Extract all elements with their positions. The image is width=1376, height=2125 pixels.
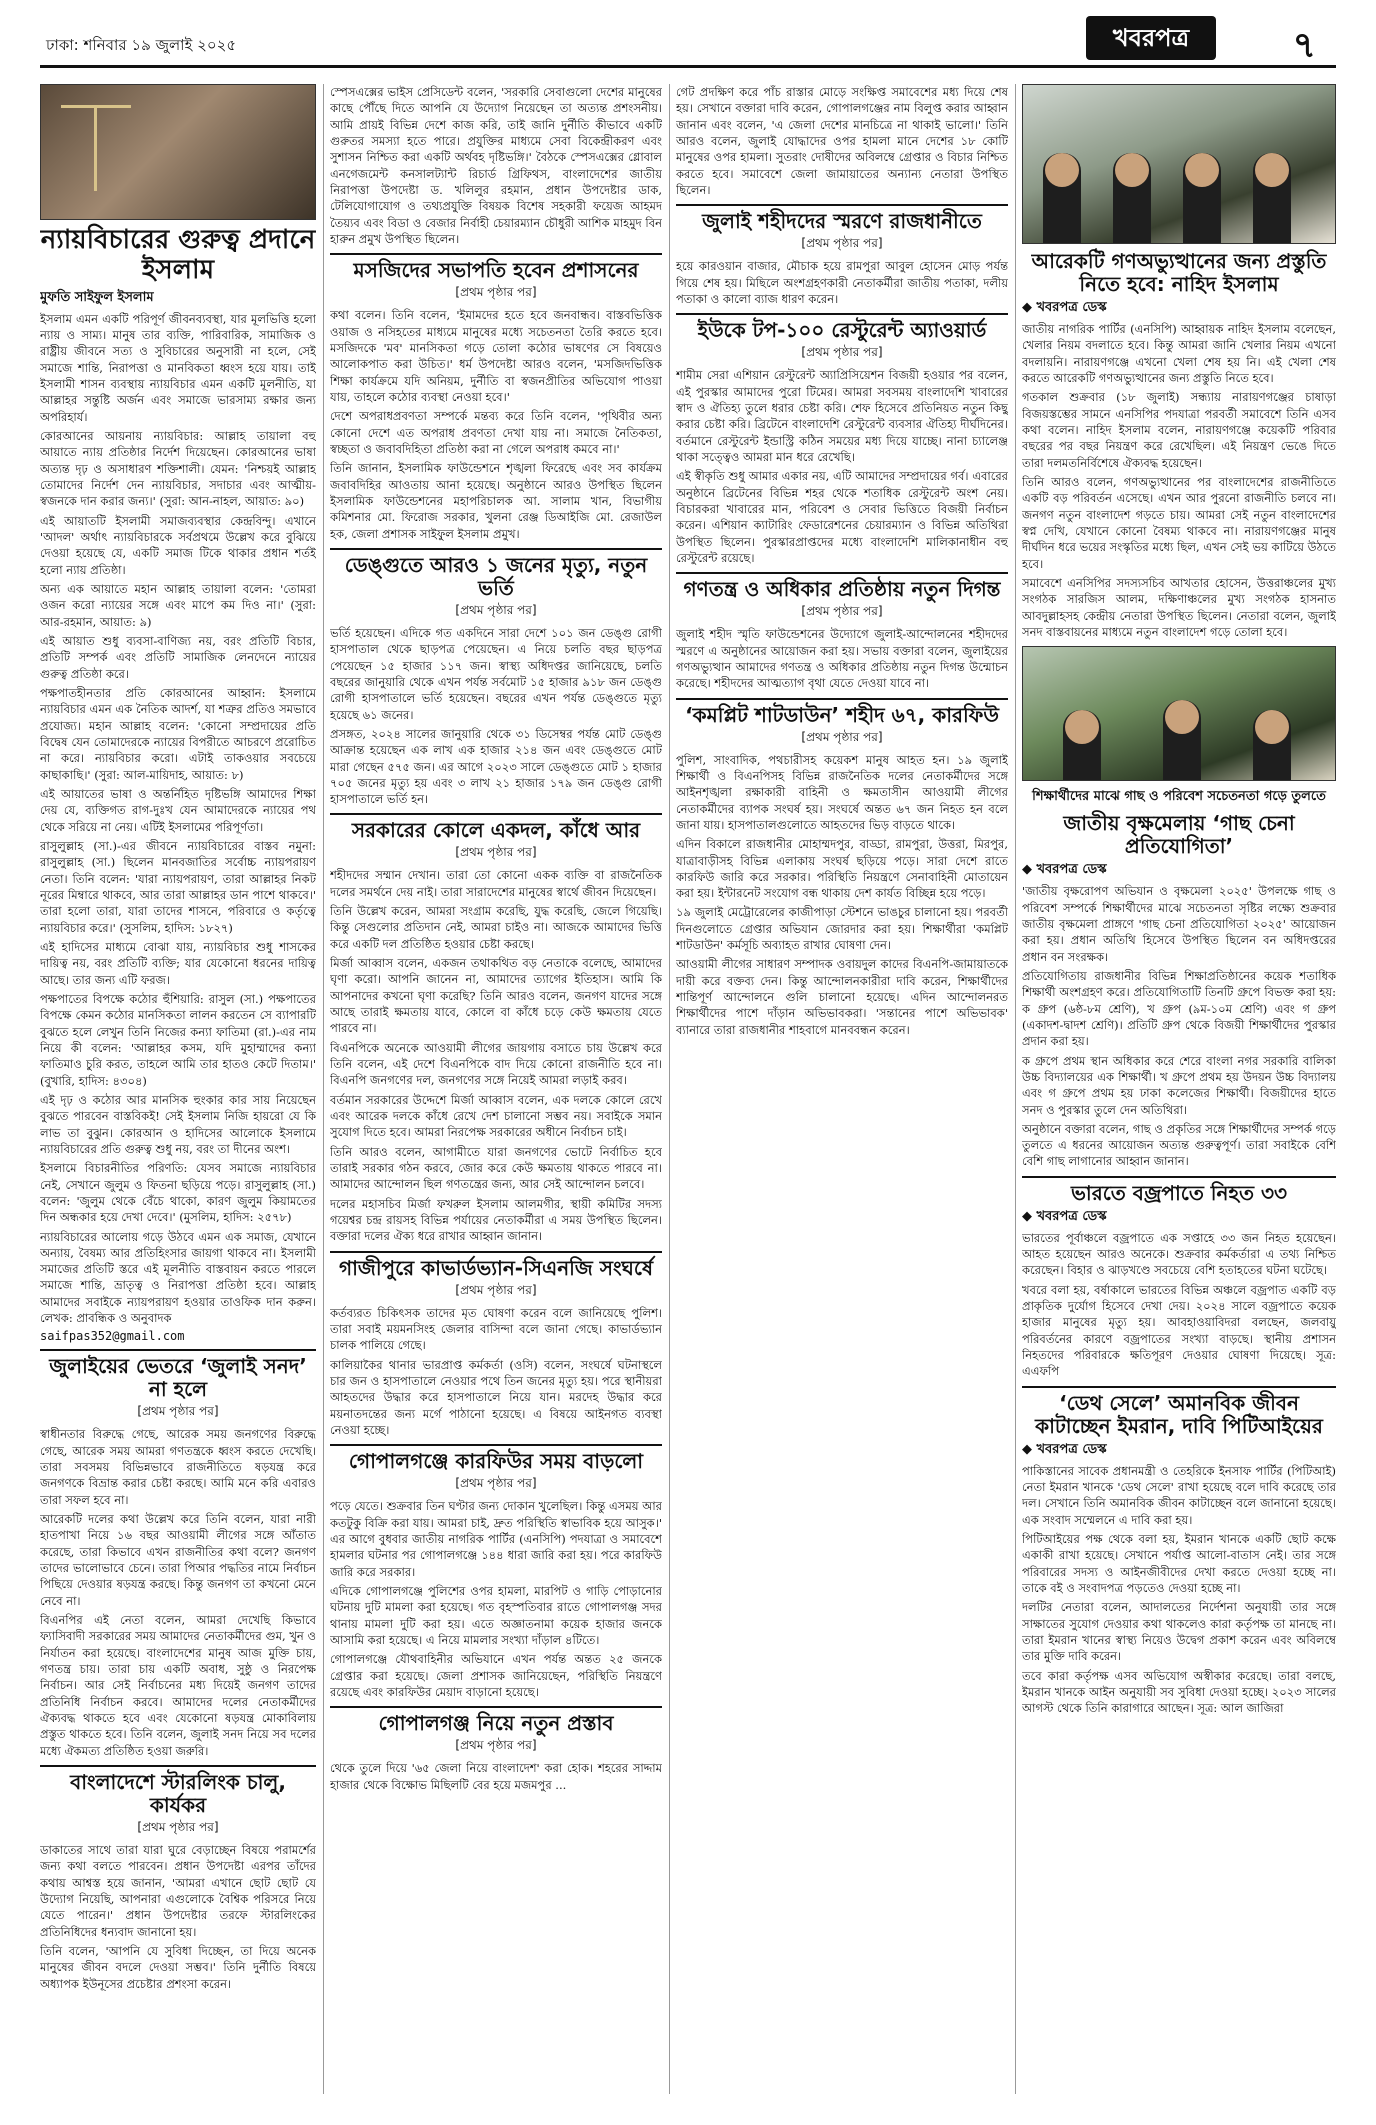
paragraph: কথা বলেন। তিনি বলেন, 'ইমামদের হতে হবে জনবান্ধব। বাস্তবভিত্তিক ওয়াজ ও নসিহতের মাধ্যমে মানুষের মধ্যে সচেতনতা তৈরি করতে হবে। মসজিদকে 'মব' মানসিকতা গড়ে তোলা কঠোর ভাষণের সে বিষয়েও আলোকপাত করা উচিত।' ধর্ম উপদেষ্টা আরও বলেন, 'মসজিদভিত্তিক শিক্ষা কার্যক্রমে যদি অনিয়ম, দুর্নীতি বা স্বজনপ্রীতির অভিযোগ পাওয়া যায়, তাহলে কঠোর ব্যবস্থা নেওয়া হবে।' — [330, 308, 662, 404]
paragraph: প্রসঙ্গত, ২০২৪ সালের জানুয়ারি থেকে ৩১ ডিসেম্বর পর্যন্ত মোট ডেঙ্গু আক্রান্ত হয়েছেন এক লাখ এক হাজার ২১৪ জন এবং ডেঙ্গুতে মোট মারা গেছেন ৫৭৫ জন। এর আগে ২০২৩ সালে ডেঙ্গুতে মোট ১ হাজার ৭০৫ জনের মৃত্যু হয় এবং ৩ লাখ ২১ হাজার ১৭৯ জন ডেঙ্গু রোগী হাসপাতালে ভর্তি হন। — [330, 726, 662, 807]
divider — [1022, 1176, 1336, 1178]
person-figure — [1063, 710, 1101, 780]
headline: জাতীয় বৃক্ষমেলায় ‘গাছ চেনা প্রতিযোগিতা’ — [1063, 811, 1295, 859]
paragraph: কর্তব্যরত চিকিৎসক তাদের মৃত ঘোষণা করেন বলে জানিয়েছে পুলিশ। তারা সবাই ময়মনসিংহ জেলার বাসিন্দা বলে জানা গেছে। কাভার্ডভ্যান চালক পালিয়ে গেছে। — [330, 1305, 662, 1353]
article-tree-fair — [1022, 787, 1336, 1170]
paragraph: অনুষ্ঠানে বক্তারা বলেন, গাছ ও প্রকৃতির সঙ্গে শিক্ষার্থীদের সম্পর্ক গড়ে তুলতে এ ধরনের আয়োজন অত্যন্ত গুরুত্বপূর্ণ। তারা সবাইকে বেশি বেশি গাছ লাগানোর আহ্বান জানান। — [1022, 1121, 1336, 1169]
continuation-note: [প্রথম পৃষ্ঠার পর] — [455, 1476, 537, 1491]
article-uk-restaurant-award — [676, 319, 1008, 566]
person-figure — [1183, 153, 1221, 243]
continuation-note: [প্রথম পৃষ্ঠার পর] — [455, 602, 537, 617]
article-gopalganj-continued — [676, 84, 1008, 198]
continuation-note: [প্রথম পৃষ্ঠার পর] — [801, 345, 883, 360]
divider — [330, 253, 662, 255]
paragraph: আরেকটি দলের কথা উল্লেখ করে তিনি বলেন, যারা নারী হাতপাখা নিয়ে ১৬ বছর আওয়ামী লীগের সঙ্গে আঁতাত করেছে, তারা কিভাবে এখন রাজনীতির কথা বলে? জনগণ তাদের ভালোভাবে চেনে। তারা পিআর পদ্ধতির নামে নির্বাচন পিছিয়ে দেওয়ার ষড়যন্ত্র করছে। কিন্তু জনগণ তা কখনো মেনে নেবে না। — [40, 1512, 316, 1608]
article-july-charter — [40, 1355, 316, 1759]
paragraph: ডাকাতের সাথে তারা যারা ঘুরে বেড়াচ্ছেন বিষয়ে পরামর্শের জন্য কথা বলতে পারবেন। প্রধান উপদেষ্টা এরপর তাঁদের কথায় আশ্বস্ত হয়ে জানান, 'আমরা এখানে ছোট ছোট যে উদ্যোগ নিয়েছি, আপনারা এগুলোকে বৈশ্বিক পরিসরে নিয়ে যেতে পারেন।' প্রধান উপদেষ্টার তরফে স্টারলিংকের প্রতিনিধিদের ধন্যবাদ জানানো হয়। — [40, 1843, 316, 1939]
person-figure — [1253, 710, 1291, 780]
paragraph: এই দৃঢ় ও কঠোর আর মানসিক হুংকার কার সায় নিয়েছেন বুঝতে পারবেন বাস্তবিকই! সেই ইসলাম নিজি হায়রো যে কি লাভ তা বুঝুন। কোরআন ও হাদিসের আলোকে ইসলামে ন্যায়বিচারের প্রতি গুরুত্ব শুধু নয়, বরং তা দীনের অংশ। — [40, 1092, 316, 1156]
divider — [676, 204, 1008, 206]
paragraph: পক্ষপাতের বিপক্ষে কঠোর হুঁশিয়ারি: রাসুল (সা.) পক্ষপাতের বিপক্ষে কেমন কঠোর মানসিকতা লালন করতেন সে ব্যাপারটি বুঝতে হলে লেখুন তিনি নিজের কন্যা ফাতিমা (রা.)-এর নাম নিয়ে কী বলেন: 'আল্লাহর কসম, যদি মুহাম্মাদের কন্যা ফাতিমাও চুরি করত, তাহলে আমি তার হাতও কেটে দিতাম।' (বুখারি, হাদিস: ৪৩০৪) — [40, 991, 316, 1088]
continuation-note: [প্রথম পৃষ্ঠার পর] — [801, 729, 883, 744]
headline: গোপালগঞ্জ নিয়ে নতুন প্রস্তাব — [378, 1711, 614, 1736]
article-spacex-continued — [330, 84, 662, 247]
column-4 — [1022, 84, 1336, 2094]
paragraph: 'জাতীয় বৃক্ষরোপণ অভিযান ও বৃক্ষমেলা ২০২৫' উপলক্ষে গাছ ও পরিবেশ সম্পর্কে শিক্ষার্থীদের মাঝে সচেতনতা সৃষ্টির লক্ষ্যে শুক্রবার জাতীয় বৃক্ষমেলা প্রাঙ্গণে 'গাছ চেনা প্রতিযোগিতা ২০২৫' আয়োজন করা হয়। প্রধান অতিথি হিসেবে উপস্থিত ছিলেন বন অধিদপ্তরের প্রধান বন সংরক্ষক। — [1022, 884, 1336, 964]
headline: গণতন্ত্র ও অধিকার প্রতিষ্ঠায় নতুন দিগন্ত — [683, 577, 1001, 602]
headline: ভারতে বজ্রপাতে নিহত ৩৩ — [1071, 1180, 1287, 1205]
article-nahid-islam — [1022, 250, 1336, 640]
paragraph: রাসুলুল্লাহ (সা.)-এর জীবনে ন্যায়বিচারের বাস্তব নমুনা: রাসুলুল্লাহ (সা.) ছিলেন মানবজাতির সর্বোচ্চ ন্যায়পরায়ণ নেতা। তিনি বলেন: 'যারা ন্যায়পরায়ণ, তারা আল্লাহর নিকট নূরের মিম্বারে থাকবে, আর তারা আল্লাহর ডান পাশে থাকবে।' তারা হলো তারা, যারা তাদের শাসনে, পরিবারে ও কর্তৃত্বে ন্যায়বিচার করে।' (সুসলিম, হাদিস: ১৮২৭) — [40, 838, 316, 935]
paragraph: আওয়ামী লীগের সাধারণ সম্পাদক ওবায়দুল কাদের বিএনপি-জামায়াতকে দায়ী করে বক্তব্য দেন। কিন্তু আন্দোলনকারীরা দাবি করেন, শিক্ষার্থীদের শান্তিপূর্ণ আন্দোলনে গুলি চালানো হয়েছে। এদিন আন্দোলনরত শিক্ষার্থীদের পাশে দাঁড়ান অভিভাবকরা। 'সন্তানের পাশে অভিভাবক' ব্যানারে তারা রাজধানীর শাহবাগে মানববন্ধন করেন। — [676, 957, 1008, 1037]
paragraph: দলটির নেতারা বলেন, আদালতের নির্দেশনা অনুযায়ী তার সঙ্গে সাক্ষাতের সুযোগ দেওয়ার কথা থাকলেও কারা কর্তৃপক্ষ তা মানছে না। তারা ইমরান খানের স্বাস্থ্য নিয়েও উদ্বেগ প্রকাশ করেন এবং অবিলম্বে তার মুক্তি দাবি করেন। — [1022, 1600, 1336, 1664]
person-figure — [1253, 153, 1291, 243]
paragraph: জুলাই শহীদ স্মৃতি ফাউন্ডেশনের উদ্যোগে জুলাই-আন্দোলনের শহীদদের স্মরণে এ অনুষ্ঠানের আয়োজন করা হয়। সভায় বক্তারা বলেন, জুলাইয়ের গণঅভ্যুত্থান আমাদের গণতন্ত্র ও অধিকার প্রতিষ্ঠায় নতুন দিগন্ত উন্মোচন করেছে। শহীদদের আত্মত্যাগ বৃথা যেতে দেওয়া যাবে না। — [676, 627, 1008, 691]
paragraph: ভর্তি হয়েছেন। এদিকে গত একদিনে সারা দেশে ১০১ জন ডেঙ্গু রোগী হাসপাতাল থেকে ছাড়পত্র পেয়েছেন। এ নিয়ে চলতি বছর ছাড়পত্র পেয়েছেন ১৫ হাজার ১১৭ জন। স্বাস্থ্য অধিদপ্তর জানিয়েছে, চলতি বছরের জানুয়ারি থেকে এখন পর্যন্ত সর্বমোট ১৫ হাজার ৯১৮ জন ডেঙ্গু রোগী হাসপাতালে ভর্তি হয়েছেন। বছরের এখন পর্যন্ত ডেঙ্গুতে মৃত্যু হয়েছে ৬১ জনের। — [330, 625, 662, 722]
byline: ◆ খবরপত্র ডেস্ক — [1022, 1441, 1107, 1457]
headline: সরকারের কোলে একদল, কাঁধে আর — [351, 818, 641, 843]
divider — [40, 1765, 316, 1767]
continuation-note: [প্রথম পৃষ্ঠার পর] — [801, 236, 883, 251]
article-imran-death-cell — [1022, 1392, 1336, 1717]
masthead-logo: খবরপত্র — [1086, 16, 1216, 60]
paragraph: প্রতিযোগিতায় রাজধানীর বিভিন্ন শিক্ষাপ্রতিষ্ঠানের কয়েক শতাধিক শিক্ষার্থী অংশগ্রহণ করে। প্রতিযোগিতাটি তিনটি গ্রুপে বিভক্ত করা হয়: ক গ্রুপ (৬ষ্ঠ-৮ম শ্রেণি), খ গ্রুপ (৯ম-১০ম শ্রেণি) এবং গ গ্রুপ (একাদশ-দ্বাদশ শ্রেণি)। প্রতিটি গ্রুপ থেকে বিজয়ী শিক্ষার্থীদের পুরস্কার প্রদান করা হয়। — [1022, 968, 1336, 1049]
paragraph: দলের মহাসচিব মির্জা ফখরুল ইসলাম আলমগীর, স্থায়ী কমিটির সদস্য গয়েশ্বর চন্দ্র রায়সহ বিভিন্ন পর্যায়ের নেতাকর্মীরা এ সময় উপস্থিত ছিলেন। বক্তারা দলের ঐক্য ধরে রাখার আহ্বান জানান। — [330, 1196, 662, 1244]
article-gopalganj-proposal — [330, 1712, 662, 1793]
paragraph: পুলিশ, সাংবাদিক, পথচারীসহ কয়েকশ মানুষ আহত হন। ১৯ জুলাই শিক্ষার্থী ও বিএনপিসহ বিভিন্ন রাজনৈতিক দলের নেতাকর্মীদের সঙ্গে আইনশৃঙ্খলা রক্ষাকারী বাহিনী ও ক্ষমতাসীন আওয়ামী লীগের নেতাকর্মীদের ব্যাপক সংঘর্ষ হয়। সংঘর্ষে অন্তত ৬৭ জন নিহত হন বলে জানা যায়। হাসপাতালগুলোতে আহতদের ভিড় বাড়তে থাকে। — [676, 752, 1008, 832]
article-july-martyrs-rally — [676, 210, 1008, 307]
article-mosque-committee — [330, 259, 662, 542]
article-government-lap — [330, 819, 662, 1244]
column-1 — [40, 84, 316, 2094]
paragraph: বর্তমান সরকারের উদ্দেশে মির্জা আব্বাস বলেন, এক দলকে কোলে রেখে এবং আরেক দলকে কাঁধে রেখে দেশ চালানো সম্ভব নয়। সবাইকে সমান সুযোগ দিতে হবে। আমরা নিরপেক্ষ সরকারের অধীনে নির্বাচন চাই। — [330, 1092, 662, 1140]
divider — [1022, 1386, 1336, 1388]
continuation-note: [প্রথম পৃষ্ঠার পর] — [801, 604, 883, 619]
article-justice-islam — [40, 226, 316, 1343]
paragraph: এই আয়াত শুধু ব্যবসা-বাণিজ্য নয়, বরং প্রতিটি বিচার, প্রতিটি সম্পর্ক এবং প্রতিটি সামাজিক লেনদেনে ন্যায়ের গুরুত্ব প্রতিষ্ঠা করে। — [40, 634, 316, 681]
headline: আরেকটি গণঅভ্যুত্থানের জন্য প্রস্তুতি নিতে হবে: নাহিদ ইসলাম — [1031, 249, 1327, 296]
page-number: ৭ — [1292, 25, 1316, 66]
continuation-note: [প্রথম পৃষ্ঠার পর] — [137, 1820, 219, 1835]
headline: বাংলাদেশে স্টারলিংক চালু, কার্যকর — [70, 1770, 286, 1818]
article-gazipur-collision — [330, 1257, 662, 1439]
press-conference-photo — [1022, 84, 1336, 244]
column-divider — [669, 84, 670, 2094]
byline: ◆ খবরপত্র ডেস্ক — [1022, 1208, 1107, 1224]
paragraph: পিটিআইয়ের পক্ষ থেকে বলা হয়, ইমরান খানকে একটি ছোট কক্ষে একাকী রাখা হয়েছে। সেখানে পর্যাপ্ত আলো-বাতাস নেই। তার সঙ্গে পরিবারের সদস্য ও আইনজীবীদের দেখা করতে দেওয়া হচ্ছে না। তাকে বই ও সংবাদপত্র পড়তেও দেওয়া হচ্ছে না। — [1022, 1532, 1336, 1596]
paragraph: এদিকে গোপালগঞ্জে পুলিশের ওপর হামলা, মারপিট ও গাড়ি পোড়ানোর ঘটনায় দুটি মামলা করা হয়েছে। গত বৃহস্পতিবার রাতে গোপালগঞ্জ সদর থানায় মামলা দুটি করা হয়। এতে অজ্ঞাতনামা কয়েক হাজার জনকে আসামি করা হয়েছে। এ নিয়ে মামলার সংখ্যা দাঁড়াল ৪টিতে। — [330, 1583, 662, 1647]
paragraph: পাকিস্তানের সাবেক প্রধানমন্ত্রী ও তেহরিকে ইনসাফ পার্টির (পিটিআই) নেতা ইমরান খানকে 'ডেথ সেলে' রাখা হয়েছে বলে দাবি করেছে তার দল। সেখানে তিনি অমানবিক জীবন কাটাচ্ছেন বলে জানানো হয়েছে। এক সংবাদ সম্মেলনে এ দাবি করা হয়। — [1022, 1463, 1336, 1527]
headline: ইউকে টপ-১০০ রেস্টুরেন্ট অ্যাওয়ার্ড — [697, 318, 987, 343]
byline: মুফতি সাইফুল ইসলাম — [40, 289, 154, 305]
paragraph: এই হাদিসের মাধ্যমে বোঝা যায়, ন্যায়বিচার শুধু শাসকের দায়িত্ব নয়, বরং প্রতিটি ব্যক্তি; যার যেকোনো ধরনের দায়িত্ব আছে। তার জন্য এটি ফরজ। — [40, 939, 316, 987]
paragraph: গোপালগঞ্জে যৌথবাহিনীর অভিযানে এখন পর্যন্ত অন্তত ২৫ জনকে গ্রেপ্তার করা হয়েছে। জেলা প্রশাসক জানিয়েছেন, পরিস্থিতি নিয়ন্ত্রণে রয়েছে এবং কারফিউর মেয়াদ বাড়ানো হয়েছে। — [330, 1652, 662, 1699]
article-india-lightning — [1022, 1182, 1336, 1380]
paragraph: বিএনপিকে অনেকে আওয়ামী লীগের জায়গায় বসাতে চায় উল্লেখ করে তিনি বলেন, এই দেশে বিএনপিকে বাদ দিয়ে কোনো রাজনীতি হবে না। বিএনপি জনগণের দল, জনগণের সঙ্গে নিয়েই আমরা লড়াই করব। — [330, 1040, 662, 1088]
paragraph: তিনি আরও বলেন, গণঅভ্যুত্থানের পর বাংলাদেশের রাজনীতিতে একটি বড় পরিবর্তন এসেছে। এখন আর পুরনো রাজনীতি চলবে না। জনগণ নতুন বাংলাদেশ গড়তে চায়। আমরা সেই নতুন বাংলাদেশের স্বপ্ন দেখি, যেখানে কোনো বৈষম্য থাকবে না। নারায়ণগঞ্জের মানুষ দীর্ঘদিন ধরে ভয়ের সংস্কৃতির মধ্যে ছিল, এখন সেই ভয় কাটিয়ে উঠতে হবে। — [1022, 474, 1336, 571]
headline: ‘ডেথ সেলে’ অমানবিক জীবন কাটাচ্ছেন ইমরান, দাবি পিটিআইয়ের — [1035, 1390, 1323, 1438]
headline: জুলাইয়ের ভেতরে ‘জুলাই সনদ’ না হলে — [49, 1354, 307, 1402]
paragraph: বিএনপির এই নেতা বলেন, আমরা দেখেছি কিভাবে ফ্যাসিবাদী সরকারের সময় আমাদের নেতাকর্মীদের গুম, খুন ও নির্যাতন করা হয়েছে। বাংলাদেশের মানুষ আজ মুক্তি চায়, গণতন্ত্র চায়। তারা চায় একটি অবাধ, সুষ্ঠু ও নিরপেক্ষ নির্বাচন। আর সেই নির্বাচনের মধ্য দিয়েই জনগণ তাদের প্রতিনিধি নির্বাচন করবে। আমাদের দলের নেতাকর্মীদের ঐক্যবদ্ধ থাকতে হবে এবং যেকোনো ষড়যন্ত্র মোকাবিলায় প্রস্তুত থাকতে হবে। তিনি বলেন, জুলাই সনদ নিয়ে সব দলের মধ্যে ঐকমত্য প্রতিষ্ঠিত হওয়া জরুরি। — [40, 1613, 316, 1758]
paragraph: ন্যায়বিচারের আলোয় গড়ে উঠবে এমন এক সমাজ, যেখানে অন্যায়, বৈষম্য আর প্রতিহিংসার জায়গা থাকবে না। ইসলামী সমাজের প্রতিটি স্তরে এই মূলনীতি বাস্তবায়ন করতে পারলে সমাজে শান্তি, ভ্রাতৃত্ব ও নিরাপত্তা প্রতিষ্ঠা হবে। আল্লাহ আমাদের সবাইকে ন্যায়পরায়ণ হওয়ার তাওফিক দান করুন। লেখক: প্রাবন্ধিক ও অনুবাদক — [40, 1229, 316, 1326]
paragraph: কোরআনের আয়নায় ন্যায়বিচার: আল্লাহ তায়ালা বহু আয়াতে ন্যায় প্রতিষ্ঠার নির্দেশ দিয়েছেন। কোরআনের ভাষা অত্যন্ত দৃঢ় ও অসাধারণ শক্তিশালী। যেমন: 'নিশ্চয়ই আল্লাহ তোমাদের নির্দেশ দেন ন্যায়বিচার, সদাচার এবং আত্মীয়-স্বজনকে দান করার জন্য।' (সুরা: আন-নাহল, আয়াত: ৯০) — [40, 429, 316, 509]
paragraph: সমাবেশে এনসিপির সদস্যসচিব আখতার হোসেন, উত্তরাঞ্চলের মুখ্য সংগঠক সারজিস আলম, দক্ষিণাঞ্চলের মুখ্য সংগঠক হাসনাত আবদুল্লাহসহ কেন্দ্রীয় নেতারা উপস্থিত ছিলেন। নেতারা বলেন, জুলাই সনদ বাস্তবায়নের মাধ্যমে নতুন বাংলাদেশ গড়ে তোলা হবে। — [1022, 575, 1336, 639]
column-2 — [330, 84, 662, 2094]
paragraph: ইসলাম এমন একটি পরিপূর্ণ জীবনব্যবস্থা, যার মূলভিত্তি হলো ন্যায় ও সাম্য। মানুষ তার ব্যক্তি, পারিবারিক, সামাজিক ও রাষ্ট্রীয় জীবনে সত্য ও সুবিচারের অনুসারী না হলে, সেই সমাজে শান্তি, নিরাপত্তা ও মানবিকতা ধ্বংস হয়ে যায়। তাই ইসলামী শাসন ব্যবস্থায় ন্যায়বিচার এমন একটি মূলনীতি, যা আল্লাহর সন্তুষ্টি অর্জন এবং সমাজে ভারসাম্য রক্ষার জন্য অপরিহার্য। — [40, 311, 316, 424]
paragraph: ইসলামে বিচারনীতির পরিণতি: যেসব সমাজে ন্যায়বিচার নেই, সেখানে জুলুম ও ফিতনা ছড়িয়ে পড়ে। রাসুলুল্লাহ (সা.) বলেন: 'জুলুম থেকে বেঁচে থাকো, কারণ জুলুম কিয়ামতের দিন অন্ধকার হয়ে দেখা দেবে।' (মুসলিম, হাদিস: ২৫৭৮) — [40, 1161, 316, 1225]
byline: ◆ খবরপত্র ডেস্ক — [1022, 300, 1107, 315]
paragraph: এই স্বীকৃতি শুধু আমার একার নয়, এটি আমাদের সম্প্রদায়ের গর্ব। এবারের অনুষ্ঠানে ব্রিটেনের বিভিন্ন শহর থেকে শতাধিক রেস্টুরেন্ট অংশ নেয়। বিচারকরা খাবারের মান, পরিবেশ ও সেবার ভিত্তিতে বিজয়ী নির্বাচন করেন। এশিয়ান ক্যাটারিং ফেডারেশনের চেয়ারম্যান ও বিভিন্ন অতিথিরা উপস্থিত ছিলেন। পুরস্কারপ্রাপ্তদের মধ্যে বাংলাদেশি মালিকানাধীন বহু রেস্টুরেন্ট রয়েছে। — [676, 469, 1008, 565]
paragraph: পক্ষপাতহীনতার প্রতি কোরআনের আহ্বান: ইসলামে ন্যায়বিচার এমন এক নৈতিক আদর্শ, যা শত্রুর প্রতিও সমভাবে প্রযোজ্য। মহান আল্লাহ বলেন: 'কোনো সম্প্রদায়ের প্রতি বিদ্বেষ যেন তোমাদেরকে ন্যায়ের বিপরীতে আচরণে প্ররোচিত না করে। ন্যায়বিচার করো। এটাই তাকওয়ার সবচেয়ে কাছাকাছি।' (সুরা: আল-মায়িদাহ, আয়াত: ৮) — [40, 686, 316, 782]
article-starlink — [40, 1771, 316, 1992]
divider — [330, 813, 662, 815]
headline: জুলাই শহীদদের স্মরণে রাজধানীতে — [702, 209, 982, 234]
paragraph: জাতীয় নাগরিক পার্টির (এনসিপি) আহ্বায়ক নাহিদ ইসলাম বলেছেন, খেলার নিয়ম বদলাতে হবে। কিন্তু আমরা জানি খেলার নিয়ম এখনো বদলায়নি। নারায়ণগঞ্জে এখনো খেলা শেষ হয় নি। এই খেলা শেষ করতে আরেকটি গণঅভ্যুত্থানের জন্য প্রস্তুতি নিতে হবে। — [1022, 322, 1336, 385]
divider — [330, 1444, 662, 1446]
paragraph: কালিয়াকৈর থানার ভারপ্রাপ্ত কর্মকর্তা (ওসি) বলেন, সংঘর্ষে ঘটনাস্থলে চার জন ও হাসপাতালে নেওয়ার পথে তিন জনের মৃত্যু হয়। পরে স্থানীয়রা আহতদের উদ্ধার করে হাসপাতালে নিয়ে যান। মরদেহ উদ্ধার করে ময়নাতদন্তের জন্য মর্গে পাঠানো হয়েছে। এ বিষয়ে আইনগত ব্যবস্থা নেওয়া হচ্ছে। — [330, 1357, 662, 1437]
paragraph: গতকাল শুক্রবার (১৮ জুলাই) সন্ধ্যায় নারায়ণগঞ্জের চাষাড়া বিজয়স্তম্ভের সামনে এনসিপির পদযাত্রা পরবর্তী সমাবেশে তিনি এসব কথা বলেন। নাহিদ ইসলাম বলেন, নারায়ণগঞ্জে কয়েকটি পরিবার বছরের পর বছর নিয়ন্ত্রণ করে রেখেছিল। এই নিয়ন্ত্রণ ভেঙে দিতে তারা দলমতনির্বিশেষে ঐক্যবদ্ধ হয়েছেন। — [1022, 390, 1336, 470]
divider — [676, 313, 1008, 315]
paragraph: ভারতের পূর্বাঞ্চলে বজ্রপাতে এক সপ্তাহে ৩৩ জন নিহত হয়েছেন। আহত হয়েছেন আরও অনেকে। শুক্রবার কর্মকর্তারা এ তথ্য নিশ্চিত করেছেন। বিহার ও ঝাড়খণ্ডে সবচেয়ে বেশি হতাহতের ঘটনা ঘটেছে। — [1022, 1230, 1336, 1278]
paragraph: মির্জা আব্বাস বলেন, একজন তথাকথিত বড় নেতাকে বলেছে, আমাদের ঘৃণা করো। আপনি জানেন না, আমাদের ত্যাগের ইতিহাস। আমি কি আপনাদের কখনো ঘৃণা করেছি? তিনি আরও বলেন, জনগণ যাদের সঙ্গে আছে তারাই ক্ষমতায় যাবে, কোলে বা কাঁধে চড়ে কেউ ক্ষমতায় যেতে পারবে না। — [330, 956, 662, 1036]
paragraph: শামীম সেরা এশিয়ান রেস্টুরেন্ট অ্যাপ্রিসিয়েশন বিজয়ী হওয়ার পর বলেন, এই পুরস্কার আমাদের পুরো টিমের। আমরা সবসময় বাংলাদেশি খাবারের স্বাদ ও ঐতিহ্য তুলে ধরার চেষ্টা করি। শেফ হিসেবে প্রতিনিয়ত নতুন কিছু করার চেষ্টা করি। ব্রিটেনে বাংলাদেশি রেস্টুরেন্ট ব্যবসার ঐতিহ্য দীর্ঘদিনের। বর্তমানে রেস্টুরেন্ট ইন্ডাস্ট্রি কঠিন সময়ের মধ্য দিয়ে যাচ্ছে। নানা চ্যালেঞ্জ থাকা সত্ত্বেও আমরা মান ধরে রেখেছি। — [676, 368, 1008, 464]
paragraph: গেট প্রদক্ষিণ করে পাঁচ রাস্তার মোড়ে সংক্ষিপ্ত সমাবেশের মধ্য দিয়ে শেষ হয়। সেখানে বক্তারা দাবি করেন, গোপালগঞ্জের নাম বিলুপ্ত করার আহ্বান জানান এবং বলেন, 'এ জেলা দেশের মানচিত্রে না থাকাই ভালো।' তিনি আরও বলেন, জুলাই যোদ্ধাদের ওপর হামলা মানে দেশের ১৮ কোটি মানুষের ওপর হামলা। সুতরাং দোষীদের অবিলম্বে গ্রেপ্তার ও বিচার নিশ্চিত করতে হবে। সমাবেশে জেলা জামায়াতের অন্যান্য নেতারা উপস্থিত ছিলেন। — [676, 85, 1008, 197]
paragraph: দেশে অপরাধপ্রবণতা সম্পর্কে মন্তব্য করে তিনি বলেন, 'পৃথিবীর অন্য কোনো দেশে এত অপরাধ প্রবণতা দেখা যায় না। সমাজে নৈতিকতা, স্বচ্ছতা ও জবাবদিহিতা প্রতিষ্ঠা করা না গেলে অপরাধ কমবে না।' — [330, 409, 662, 456]
paragraph: এই আয়াতটি ইসলামী সমাজব্যবস্থার কেন্দ্রবিন্দু। এখানে 'আদল' অর্থাৎ ন্যায়বিচারকে সর্বপ্রথমে উল্লেখ করে বুঝিয়ে দেওয়া হয়েছে যে, একটি সমাজ টিকে থাকার প্রধান শর্তই হলো ন্যায় প্রতিষ্ঠা। — [40, 513, 316, 577]
paragraph: তিনি উল্লেখ করেন, আমরা সংগ্রাম করেছি, যুদ্ধ করেছি, জেলে গিয়েছি। কিন্তু সেগুলোর প্রতিদান নেই, আমরা চাইও না। আজকে আমাদের ভিত্তি করে একটি দল প্রতিষ্ঠিত হওয়ার চেষ্টা করছে। — [330, 904, 662, 951]
continuation-note: [প্রথম পৃষ্ঠার পর] — [455, 1738, 537, 1753]
issue-date: ঢাকা: শনিবার ১৯ জুলাই ২০২৫ — [46, 36, 237, 54]
column-3 — [676, 84, 1008, 2094]
article-gopalganj-curfew — [330, 1450, 662, 1700]
tree-fair-photo — [1022, 646, 1336, 781]
author-email: saifpas352@gmail.com — [40, 1329, 185, 1344]
divider — [330, 548, 662, 550]
person-figure — [1043, 153, 1081, 243]
divider — [676, 572, 1008, 574]
divider — [330, 1706, 662, 1708]
paragraph: এদিন বিকালে রাজধানীর মোহাম্মদপুর, বাড্ডা, রামপুরা, উত্তরা, মিরপুর, যাত্রাবাড়ীসহ বিভিন্ন এলাকায় সংঘর্ষ ছড়িয়ে পড়ে। সারা দেশে রাতে কারফিউ জারি করে সরকার। পরিস্থিতি নিয়ন্ত্রণে সেনাবাহিনী মোতায়েন করা হয়। ইন্টারনেট সংযোগ বন্ধ থাকায় দেশ কার্যত বিচ্ছিন্ন হয়ে পড়ে। — [676, 837, 1008, 901]
divider — [330, 1251, 662, 1253]
byline: ◆ খবরপত্র ডেস্ক — [1022, 862, 1107, 878]
column-divider — [1015, 84, 1016, 2094]
headline: গাজীপুরে কাভার্ডভ্যান-সিএনজি সংঘর্ষে — [339, 1255, 653, 1280]
paragraph: অন্য এক আয়াতে মহান আল্লাহ তায়ালা বলেন: 'তোমরা ওজন করো ন্যায়ের সঙ্গে এবং মাপে কম দিও না।' (সুরা: আর-রহমান, আয়াত: ৯) — [40, 582, 316, 629]
page-header — [40, 14, 1336, 68]
continuation-note: [প্রথম পৃষ্ঠার পর] — [455, 1282, 537, 1297]
headline: ‘কমপ্লিট শাটডাউন’ শহীদ ৬৭, কারফিউ — [685, 702, 999, 727]
person-figure — [1163, 700, 1201, 780]
paragraph: খবরে বলা হয়, বর্ষাকালে ভারতের বিভিন্ন অঞ্চলে বজ্রপাত একটি বড় প্রাকৃতিক দুর্যোগ হিসেবে দেখা দেয়। ২০২৪ সালে বজ্রপাতে কয়েক হাজার মানুষের মৃত্যু হয়। আবহাওয়াবিদরা বলছেন, জলবায়ু পরিবর্তনের কারণে বজ্রপাতের সংখ্যা বাড়ছে। স্থানীয় প্রশাসন নিহতদের পরিবারকে ক্ষতিপূরণ দেওয়ার ঘোষণা দিয়েছে। সূত্র: এএফপি — [1022, 1282, 1336, 1379]
paragraph: তিনি জানান, ইসলামিক ফাউন্ডেশনে শৃঙ্খলা ফিরেছে এবং সব কার্যক্রম জবাবদিহির আওতায় আনা হয়েছে। অনুষ্ঠানে আরও উপস্থিত ছিলেন ইসলামিক ফাউন্ডেশনের মহাপরিচালক আ. সালাম খান, বিভাগীয় কমিশনার মো. ফিরোজ সরকার, খুলনা রেঞ্জ ডিআইজি মো. রেজাউল হক, জেলা প্রশাসক সাইফুল ইসলাম প্রমুখ। — [330, 461, 662, 541]
headline: মসজিদের সভাপতি হবেন প্রশাসনের — [353, 258, 639, 283]
paragraph: স্পেসএক্সের ভাইস প্রেসিডেন্ট বলেন, 'সরকারি সেবাগুলো দেশের মানুষের কাছে পৌঁছে দিতে আপনি যে উদ্যোগ নিয়েছেন তা অত্যন্ত প্রশংসনীয়। আমি প্রায়ই বিভিন্ন দেশে কাজ করি, তাই জানি দুর্নীতি কীভাবে একটি গুরুতর সমস্যা হতে পারে। প্রযুক্তির মাধ্যমে সেবা বিকেন্দ্রীকরণ এবং সুশাসন নিশ্চিত করা একটি অর্থবহ দৃষ্টিভঙ্গি।' বৈঠকে স্পেসএক্সের গ্লোবাল এনগেজমেন্ট কনসালট্যান্ট রিচার্ড গ্রিফিথস, বাংলাদেশের জাতীয় নিরাপত্তা উপদেষ্টা ড. খলিলুর রহমান, প্রধান উপদেষ্টার ডাক, টেলিযোগাযোগ ও তথ্যপ্রযুক্তি বিষয়ক বিশেষ সহকারী ফয়েজ আহমদ তৈয়্যব এবং বিডা ও বেজার নির্বাহী চেয়ারম্যান চৌধুরী আশিক মাহমুদ বিন হারুন প্রমুখ উপস্থিত ছিলেন। — [330, 85, 662, 246]
justice-scale-photo — [40, 84, 316, 220]
column-divider — [323, 84, 324, 2094]
headline: ডেঙ্গুতে আরও ১ জনের মৃত্যু, নতুন ভর্তি — [344, 552, 648, 600]
paragraph: থেকে তুলে দিয়ে '৬৫ জেলা নিয়ে বাংলাদেশ' করা হোক। শহরের সাদ্দাম হাজার থেকে বিক্ষোভ মিছিলটি বের হয়ে মজমপুর ... — [330, 1761, 662, 1792]
paragraph: পড়ে যেতে। শুক্রবার তিন ঘণ্টার জন্য দোকান খুলেছিল। কিন্তু এসময় আর কতটুকু বিক্রি করা যায়। আমরা চাই, দ্রুত পরিস্থিতি স্বাভাবিক হয়ে আসুক।' এর আগে বুধবার জাতীয় নাগরিক পার্টির (এনসিপি) পদযাত্রা ও সমাবেশে হামলার ঘটনার পর গোপালগঞ্জে ১৪৪ ধারা জারি করা হয়। পরে কারফিউ জারি করে সরকার। — [330, 1499, 662, 1579]
paragraph: ১৯ জুলাই মেট্রোরেলের কাজীপাড়া স্টেশনে ভাঙচুর চালানো হয়। পরবর্তী দিনগুলোতে গ্রেপ্তার অভিযান জোরদার করা হয়। শিক্ষার্থীরা 'কমপ্লিট শাটডাউন' কর্মসূচি অব্যাহত রাখার ঘোষণা দেন। — [676, 905, 1008, 953]
article-complete-shutdown — [676, 704, 1008, 1039]
paragraph: ক গ্রুপে প্রথম স্থান অধিকার করে শেরে বাংলা নগর সরকারি বালিকা উচ্চ বিদ্যালয়ের এক শিক্ষার্থী। খ গ্রুপে প্রথম হয় উদয়ন উচ্চ বিদ্যালয় এবং গ গ্রুপে প্রথম হয় ঢাকা কলেজের শিক্ষার্থী। বিজয়ীদের হাতে সনদ ও পুরস্কার তুলে দেন অতিথিরা। — [1022, 1053, 1336, 1117]
headline: গোপালগঞ্জে কারফিউর সময় বাড়লো — [348, 1449, 644, 1474]
paragraph: এই আয়াতের ভাষা ও অন্তর্নিহিত দৃষ্টিভঙ্গি আমাদের শিক্ষা দেয় যে, ব্যক্তিগত রাগ-দুঃখ যেন আমাদেরকে ন্যায়ের পথ থেকে সরিয়ে না নেয়। এটিই ইসলামের পরিপূর্ণতা। — [40, 786, 316, 834]
paragraph: স্বাধীনতার বিরুদ্ধে গেছে, আরেক সময় জনগণের বিরুদ্ধে গেছে, আরেক সময় আমরা গণতন্ত্রকে ধ্বংস করতে দেখেছি। তারা সবসময় বিভিন্নভাবে রাজনীতিতে ষড়যন্ত্র করে জনগণকে বিভ্রান্ত করার চেষ্টা করছে। আমি মনে করি এবারও তারা সফল হবে না। — [40, 1427, 316, 1507]
paragraph: তিনি বলেন, 'আপনি যে সুবিধা দিচ্ছেন, তা দিয়ে অনেক মানুষের জীবন বদলে দেওয়া সম্ভব।' তিনি দুর্নীতি বিষয়ে অধ্যাপক ইউনূসের প্রচেষ্টার প্রশংসা করেন। — [40, 1944, 316, 1991]
paragraph: তবে কারা কর্তৃপক্ষ এসব অভিযোগ অস্বীকার করেছে। তারা বলছে, ইমরান খানকে আইন অনুযায়ী সব সুবিধা দেওয়া হচ্ছে। ২০২৩ সালের আগস্ট থেকে তিনি কারাগারে আছেন। সূত্র: আল জাজিরা — [1022, 1668, 1336, 1716]
article-dengue — [330, 554, 662, 808]
kicker: শিক্ষার্থীদের মাঝে গাছ ও পরিবেশ সচেতনতা গড়ে তুলতে — [1032, 789, 1326, 805]
paragraph: শহীদদের সম্মান দেখান। তারা তো কোনো একক ব্যক্তি বা রাজনৈতিক দলের সমর্থনে দেয় নাই। তারা সারাদেশের মানুষের স্বার্থে জীবন দিয়েছেন। — [330, 868, 662, 899]
continuation-note: [প্রথম পৃষ্ঠার পর] — [455, 285, 537, 300]
person-figure — [1113, 153, 1151, 243]
scale-icon — [61, 105, 131, 185]
article-democracy-horizon — [676, 578, 1008, 691]
paragraph: হয়ে কারওয়ান বাজার, মৌচাক হয়ে রামপুরা আবুল হোসেন মোড় পর্যন্ত গিয়ে শেষ হয়। মিছিলে অংশগ্রহণকারী নেতাকর্মীরা জাতীয় পতাকা, দলীয় পতাকা ও কালো ব্যাজ ধারণ করেন। — [676, 259, 1008, 306]
headline: ন্যায়বিচারের গুরুত্ব প্রদানে ইসলাম — [40, 225, 316, 285]
paragraph: তিনি আরও বলেন, আগামীতে যারা জনগণের ভোটে নির্বাচিত হবে তারাই সরকার গঠন করবে, জোর করে কেউ ক্ষমতায় থাকতে পারবে না। আমাদের আন্দোলন ছিল গণতন্ত্রের জন্য, আর সেই আন্দোলন চলবে। — [330, 1144, 662, 1192]
continuation-note: [প্রথম পৃষ্ঠার পর] — [455, 845, 537, 860]
divider — [676, 698, 1008, 700]
divider — [40, 1349, 316, 1351]
continuation-note: [প্রথম পৃষ্ঠার পর] — [137, 1404, 219, 1419]
